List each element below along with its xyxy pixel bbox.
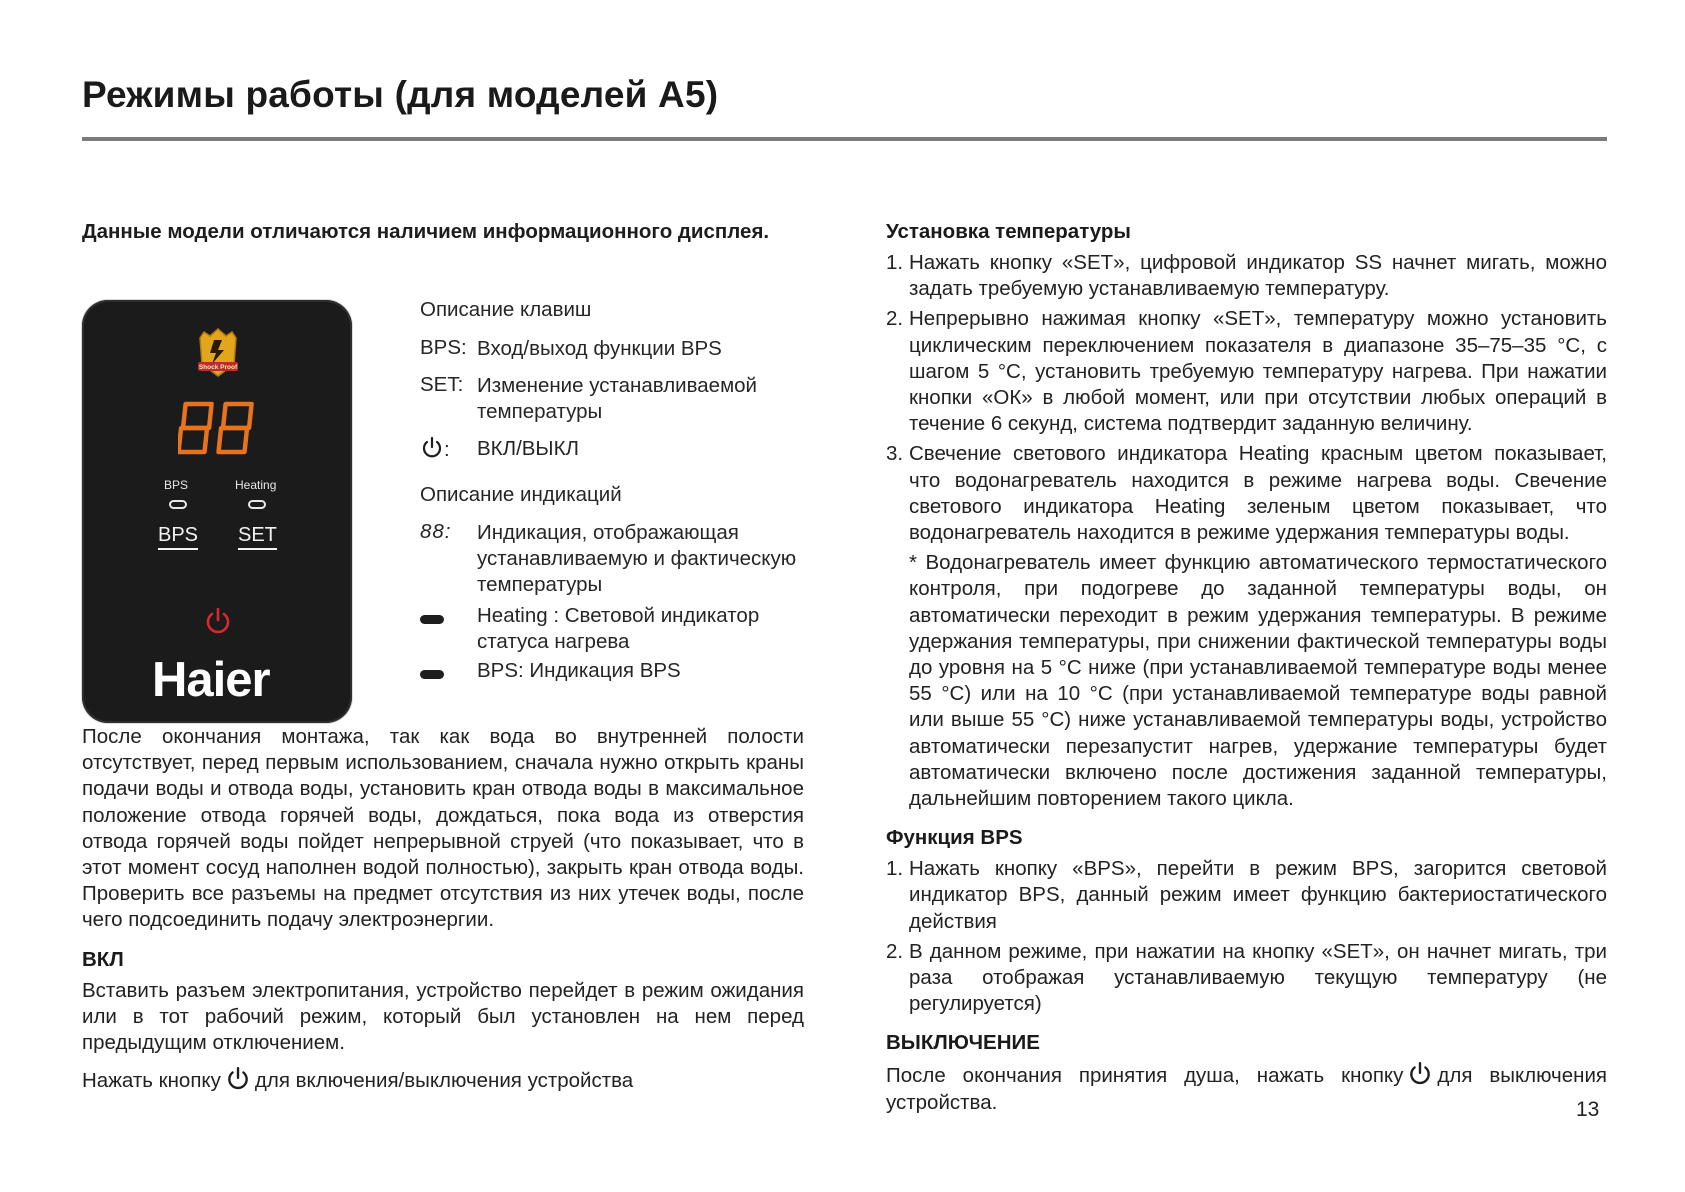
list-item [886,939,1607,1018]
step-number: 3. [886,442,904,466]
step-number: 2. [886,307,904,331]
key-symbol-power-colon: : [444,438,450,461]
heating-indicator-pill-icon [420,615,444,624]
page-title: Режимы работы (для моделей А5) [82,74,719,115]
key-desc-set: Изменение устанавливаемой температуры [477,374,758,423]
bps-heading: Функция BPS [886,826,1023,850]
shield-label: Shock Proof [198,364,238,371]
indication-desc-bps: BPS: Индикация BPS [477,659,681,682]
page-number: 13 [1576,1098,1600,1121]
step-text: Свечение светового индикатора Heating красным цветом показывает, что водонагреватель находится в режиме нагрева воды. Свечение светового индикатора Heating зеленым цветом показывает, что водонагреватель находится в режиме удержания температуры воды. [909,442,1607,545]
installation-paragraph: После окончания монтажа, так как вода во внутренней полости отсутствует, перед первым использованием, сначала нужно открыть краны подачи воды и отвода воды, установить кран отвода воды в максимальное положение отвода горячей воды, дождаться, пока вода из отверстия отвода горячей воды пойдет непрерывной струей (что показывает, что в этот момент сосуд наполнен водой полностью), закрыть кран отвода воды. Проверить все разъемы на предмет отсутствия из них утечек воды, после чего подсоединить подачу электроэнергии. [82,725,804,932]
key-symbol-power [420,436,450,462]
title-divider [82,137,1607,141]
step-text: Нажать кнопку «BPS», перейти в режим BPS, загорится световой индикатор BPS, данный режим имеет функцию бактериостатического действия [909,857,1607,933]
step-text: Непрерывно нажимая кнопку «SET», температуру можно установить циклическим переключением показателя в диапазоне 35–75–35 °С, с шагом 5 °С, установить требуемую температуру нагрева. При нажатии кнопки «ОК» в любой момент, или при отсутствии любых операций в течение 6 секунд, система подтвердит заданную величину. [909,307,1607,436]
seven-segment-display [178,400,262,458]
step-number: 1. [886,857,904,881]
off-after: для выключения устройства. [886,1064,1607,1114]
bps-steps [886,856,1607,1017]
off-heading: ВЫКЛЮЧЕНИЕ [886,1031,1040,1055]
temperature-steps [886,250,1607,546]
step-text: Нажать кнопку «SET», цифровой индикатор SS начнет мигать, можно задать требуемую устанавливаемую температуру. [909,251,1607,301]
indication-desc-heating: Heating : Световой индикатор статуса нагрева [477,604,760,653]
intro-text: Данные модели отличаются наличием информационного дисплея. [82,220,770,243]
list-item [886,250,1607,302]
temperature-heading: Установка температуры [886,220,1131,243]
power-icon-inline [225,1066,251,1092]
left-column [82,220,804,1104]
bps-key[interactable]: BPS [158,524,198,550]
device-section [82,256,804,706]
heating-indicator-label: Heating [235,478,277,492]
control-panel-illustration [82,300,352,723]
keys-heading: Описание клавиш [420,298,592,321]
indication-symbol-display: 88: [420,520,452,543]
heating-indicator-led [248,500,266,509]
list-item [886,441,1607,546]
key-desc-power: ВКЛ/ВЫКЛ [477,437,579,460]
on-heading: ВКЛ [82,947,124,971]
off-paragraph [886,1061,1607,1115]
on-press-before: Нажать кнопку [82,1069,221,1093]
right-column [886,220,1607,1126]
key-symbol-set: SET: [420,373,464,396]
bps-indicator-led [169,500,187,509]
indications-heading: Описание индикаций [420,483,622,506]
on-paragraph: Вставить разъем электропитания, устройство перейдет в режим ожидания или в тот рабочий режим, который был установлен на нем перед предыдущим отключением. [82,978,804,1055]
indication-desc-display: Индикация, отображающая устанавливаемую и фактическую температуры [477,521,797,596]
shock-proof-badge-icon [190,324,246,380]
power-icon-inline [1407,1061,1433,1087]
on-press-after: для включения/выключения устройства [254,1069,634,1093]
set-key[interactable]: SET [238,524,277,550]
on-press-line [82,1066,804,1094]
list-item [886,856,1607,935]
brand-logo: Haier [152,653,270,707]
off-before: После окончания принятия душа, нажать кнопку [886,1064,1404,1088]
list-item [886,306,1607,437]
bps-indicator-label: BPS [164,478,189,492]
power-button-icon[interactable] [203,606,233,636]
step-number: 2. [886,939,904,963]
power-icon [420,436,444,460]
step-number: 1. [886,251,904,274]
key-symbol-bps: BPS: [420,336,467,359]
key-desc-bps: Вход/выход функции BPS [477,337,722,360]
step-text: В данном режиме, при нажатии на кнопку «SET», он начнет мигать, три раза отображая устанавливаемую текущую температуру (не регулируется) [909,939,1607,1016]
thermostat-note: * Водонагреватель имеет функцию автоматического термостатического контроля, при подогреве до заданной температуры воды, он автоматически переходит в режим удержания температуры. В режиме удержания температуры, при снижении фактической температуры воды до уровня на 5 °С ниже (при устанавливаемой температуре воды менее 55 °С) или на 10 °С (при устанавливаемой температуре воды равной или выше 55 °С) ниже устанавливаемой температуры воды, устройство автоматически перезапустит нагрев, удержание температуры будет автоматически включено после достижения заданной температуры, дальнейшим повторением такого цикла. [909,551,1607,811]
bps-indicator-pill-icon [420,670,444,679]
